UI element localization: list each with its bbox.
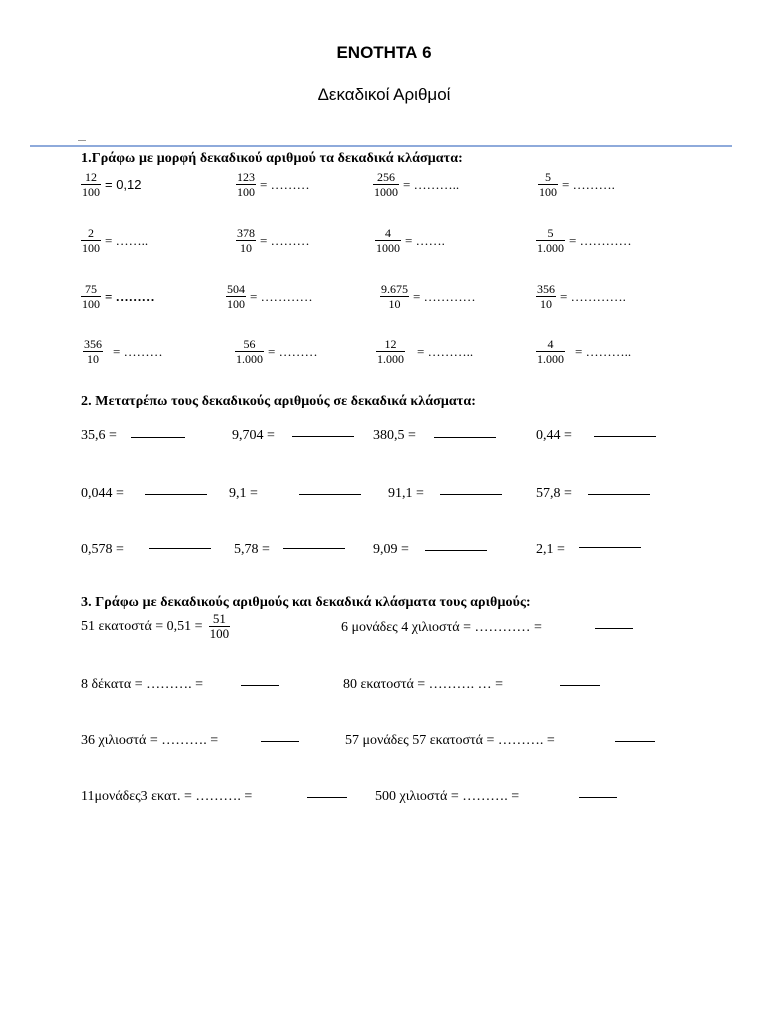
fraction-item: $\frac{4}{1.000}$ = ……….. [537,337,632,366]
exercise-item: 8 δέκατα = ………. = [81,677,203,692]
decimal-label: 5,78 = [234,542,270,557]
answer-line [261,741,299,742]
divider-tick [78,140,86,144]
decimal-label: 9,1 = [229,486,258,501]
fraction-item: $\frac{5}{1.000}$ = ………… [537,226,632,255]
fraction-item: $\frac{12}{100}$ = 0,12 [82,170,142,199]
answer-line [283,548,345,549]
fraction-item: $\frac{12}{1.000}$ = ……….. [377,337,474,366]
section3-heading: 3. Γράφω με δεκαδικούς αριθμούς και δεκαδικά κλάσματα τους αριθμούς: [81,595,531,610]
decimal-label: 0,044 = [81,486,124,501]
answer-line [615,741,655,742]
answer-line [149,548,211,549]
divider-line [30,145,732,147]
answer-line [292,436,354,437]
answer-line [425,550,487,551]
fraction-item: $\frac{356}{10}$ = …………. [537,282,626,311]
exercise-item: 6 μονάδες 4 χιλιοστά = ………… = [341,620,542,635]
answer-line [595,628,633,629]
decimal-label: 380,5 = [373,428,416,443]
exercise-item: 80 εκατοστά = ………. … = [343,677,504,692]
answer-line [299,494,361,495]
exercise-item: 36 χιλιοστά = ………. = [81,733,219,748]
answer-line [594,436,656,437]
answer-line [145,494,207,495]
fraction-item: $\frac{256}{1000}$ = ……….. [374,170,460,199]
answer-line [434,437,496,438]
exercise-item: 500 χιλιοστά = ………. = [375,789,520,804]
fraction-item: $\frac{378}{10}$ = ……… [237,226,310,255]
decimal-label: 35,6 = [81,428,117,443]
answer-line [560,685,600,686]
decimal-label: 9,09 = [373,542,409,557]
fraction-item: $\frac{356}{10}$ = ……… [84,337,163,366]
fraction-item: $\frac{504}{100}$ = ………… [227,282,313,311]
answer-line [131,437,185,438]
answer-line [588,494,650,495]
exercise-item: 11μονάδες3 εκατ. = ………. = [81,789,253,804]
exercise-item: 57 μονάδες 57 εκατοστά = ………. = [345,733,555,748]
decimal-label: 0,44 = [536,428,572,443]
decimal-label: 57,8 = [536,486,572,501]
answer-line [307,797,347,798]
decimal-label: 9,704 = [232,428,275,443]
fraction-item: $\frac{2}{100}$ = …….. [82,226,149,255]
answer-line [241,685,279,686]
decimal-label: 0,578 = [81,542,124,557]
fraction-item: $\frac{75}{100}$ = ……… [82,282,155,311]
page-subtitle: Δεκαδικοί Αριθμοί [317,85,451,104]
fraction-item: $\frac{56}{1.000}$ = ……… [236,337,318,366]
fraction-item: $\frac{123}{100}$ = ……… [237,170,310,199]
answer-line [579,547,641,548]
decimal-label: 2,1 = [536,542,565,557]
page-title: ΕΝΟΤΗΤΑ 6 [336,43,432,62]
section1-heading: 1.Γράφω με μορφή δεκαδικού αριθμού τα δεκαδικά κλάσματα: [81,151,463,166]
decimal-label: 91,1 = [388,486,424,501]
answer-line [579,797,617,798]
answer-line [440,494,502,495]
example-conversion: 51 εκατοστά = 0,51 = $\frac{51}{100}$ [81,611,230,641]
section2-heading: 2. Μετατρέπω τους δεκαδικούς αριθμούς σε δεκαδικά κλάσματα: [81,394,477,409]
fraction-item: $\frac{5}{100}$ = ………. [539,170,615,199]
fraction-item: $\frac{4}{1000}$ = ……. [376,226,445,255]
fraction-item: $\frac{9.675}{10}$ = ………… [381,282,476,311]
